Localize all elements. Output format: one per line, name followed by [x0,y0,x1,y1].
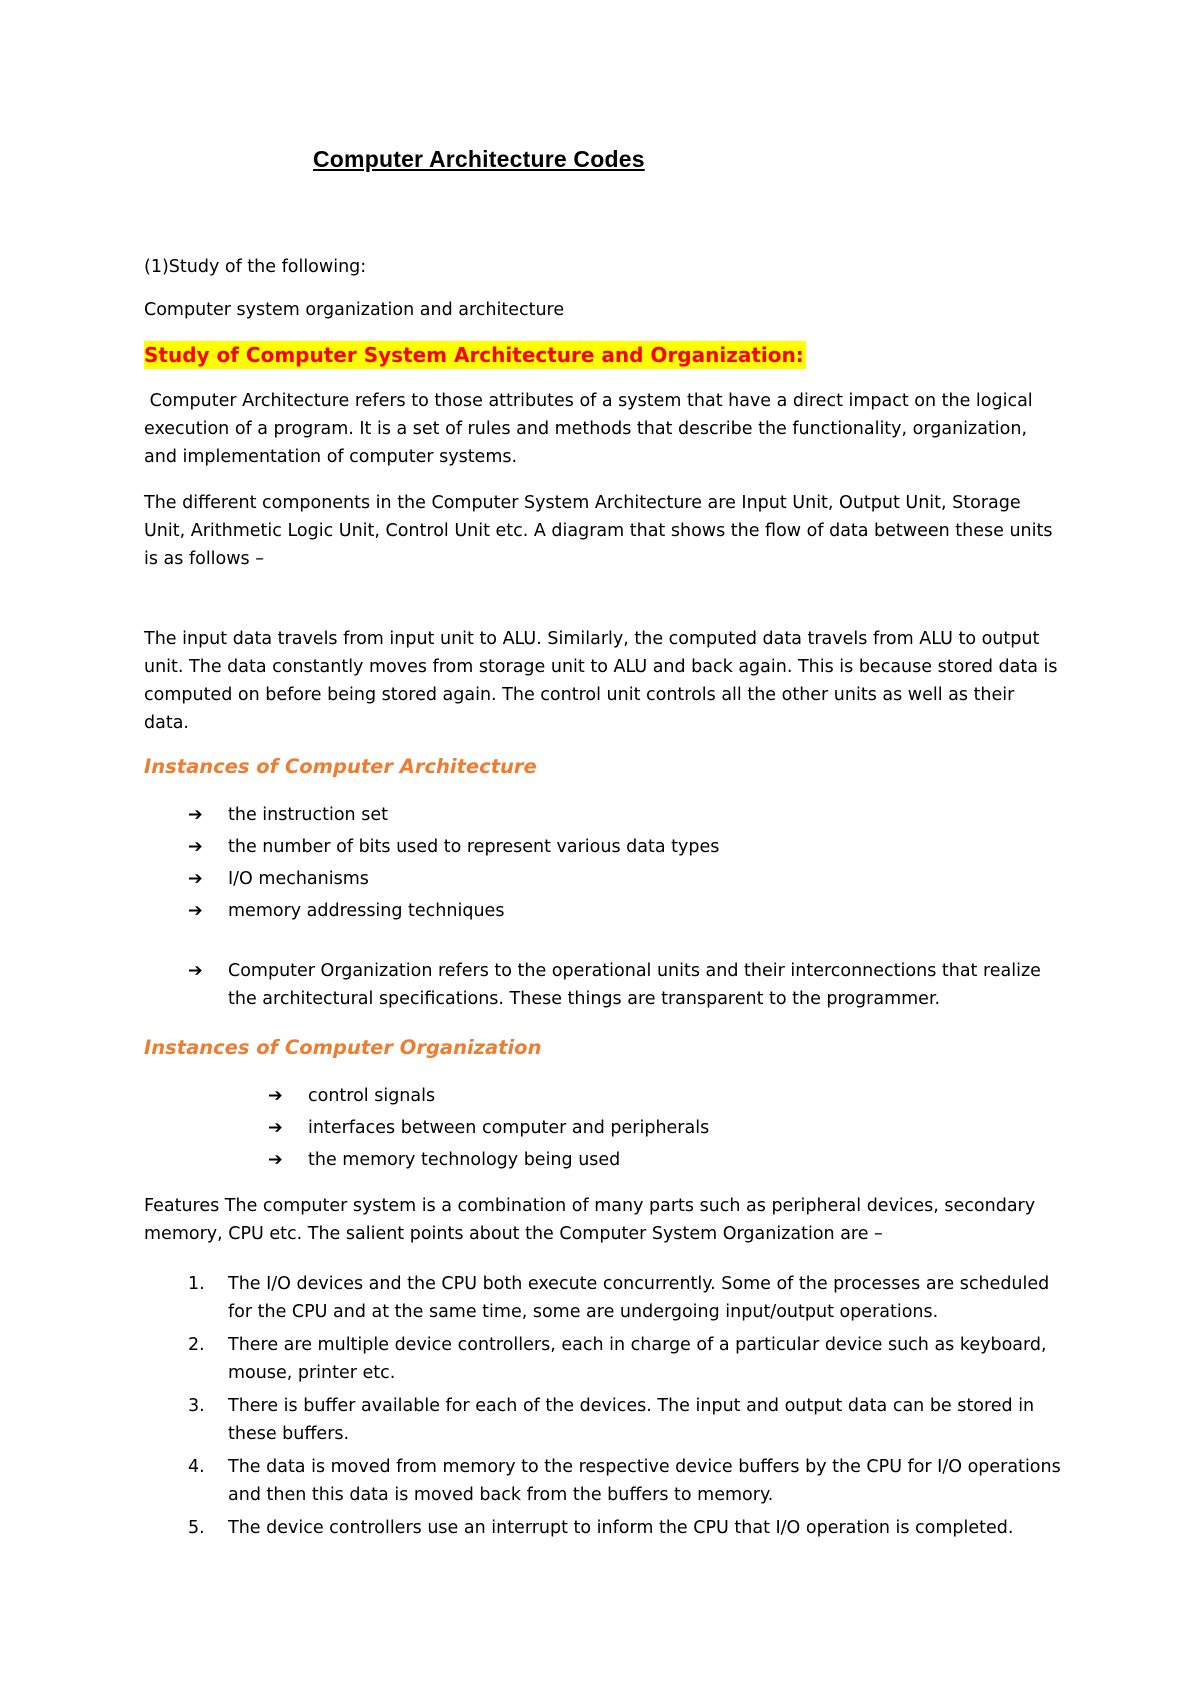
para1-text: Computer Architecture refers to those attributes of a system that have a direct impact on the logical execution of a program. It is a set of rules and methods that describe the functionality, organization, and implementation of computer systems. [144,391,1039,467]
study-line: (1)Study of the following: [144,257,367,277]
features-text: Features The computer system is a combination of many parts such as peripheral devices, secondary memory, CPU etc. The salient points about the Computer System Organization are – [144,1196,1036,1244]
paragraph-architecture-definition [144,387,1064,471]
arrow-right-icon: ➔ [188,901,203,921]
arrow-right-icon: ➔ [188,869,203,889]
list-item: 1. The I/O devices and the CPU both execute concurrently. Some of the processes are scheduled for the CPU and at the same time, some are undergoing input/output operations. [188,1270,1078,1326]
organization-instances-list [268,1080,709,1176]
organization-definition [188,957,1068,1013]
list-item: ➔ I/O mechanisms [188,863,719,895]
arrow-right-icon: ➔ [188,961,203,981]
organization-definition-text: Computer Organization refers to the operational units and their interconnections that realize the architectural specifications. These things are transparent to the programmer. [228,961,1041,1009]
para2-text: The different components in the Computer System Architecture are Input Unit, Output Unit, Storage Unit, Arithmetic Logic Unit, Control Unit etc. A diagram that shows the flow of data between these units is as follows – [144,493,1053,569]
main-heading: Study of Computer System Architecture and Organization: [144,343,804,367]
list-item: 5. The device controllers use an interrupt to inform the CPU that I/O operation is completed. [188,1514,1078,1542]
arrow-right-icon: ➔ [188,805,203,825]
paragraph-data-flow [144,625,1064,737]
list-number: 4. [188,1457,205,1477]
arrow-right-icon: ➔ [188,837,203,857]
arrow-right-icon: ➔ [268,1118,283,1138]
list-number: 3. [188,1396,205,1416]
paragraph-features [144,1192,1064,1248]
paragraph-components [144,489,1064,573]
page-title: Computer Architecture Codes [313,146,645,172]
list-item: ➔ interfaces between computer and peripherals [268,1112,709,1144]
list-number: 2. [188,1335,205,1355]
heading-organization-instances: Instances of Computer Organization [144,1036,542,1059]
heading-architecture-instances: Instances of Computer Architecture [144,755,537,778]
list-item: 3. There is buffer available for each of the devices. The input and output data can be stored in these buffers. [188,1392,1078,1448]
para3-text: The input data travels from input unit to ALU. Similarly, the computed data travels from ALU to output unit. The data constantly moves from storage unit to ALU and back again. This is because stored data is computed on before being stored again. The control unit controls all the other units as well as their data. [144,629,1058,733]
feature-points-list [188,1270,1078,1547]
list-item: 2. There are multiple device controllers, each in charge of a particular device such as keyboard, mouse, printer etc. [188,1331,1078,1387]
architecture-instances-list [188,799,719,927]
list-item: ➔ the number of bits used to represent various data types [188,831,719,863]
list-item: ➔ control signals [268,1080,709,1112]
list-number: 1. [188,1274,205,1294]
subtitle-line: Computer system organization and architecture [144,300,565,320]
list-item: 4. The data is moved from memory to the respective device buffers by the CPU for I/O operations and then this data is moved back from the buffers to memory. [188,1453,1078,1509]
list-number: 5. [188,1518,205,1538]
arrow-right-icon: ➔ [268,1086,283,1106]
list-item: ➔ the instruction set [188,799,719,831]
list-item: ➔ memory addressing techniques [188,895,719,927]
arrow-right-icon: ➔ [268,1150,283,1170]
list-item: ➔ the memory technology being used [268,1144,709,1176]
